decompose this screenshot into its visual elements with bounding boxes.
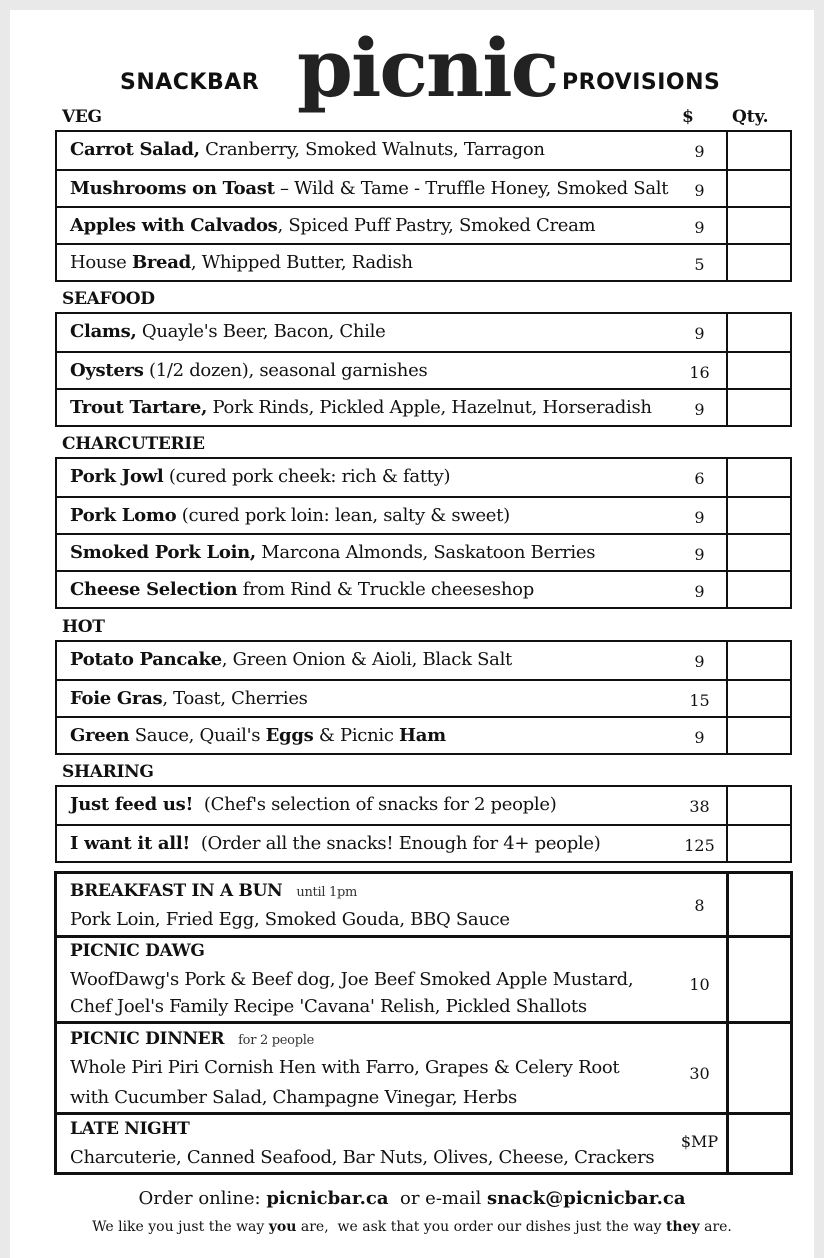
section-title-seafood: SEAFOOD — [62, 289, 155, 309]
item-description — [70, 542, 595, 563]
item-description — [70, 794, 556, 815]
email-link[interactable]: snack@picnicbar.ca — [486, 1188, 686, 1209]
special-description: Whole Piri Piri Cornish Hen with Farro, Grapes & Celery Root — [70, 1057, 620, 1078]
qty-cell[interactable] — [726, 130, 728, 171]
special-name: LATE NIGHT — [70, 1119, 190, 1139]
item-details: – Wild & Tame - Truffle Honey, Smoked Salt — [274, 178, 669, 199]
item-name-eggs: Eggs — [265, 725, 314, 746]
item-price: 9 — [694, 181, 705, 200]
special-row — [57, 1021, 790, 1112]
item-details: Sauce, Quail's — [129, 725, 266, 746]
menu-row — [57, 642, 790, 679]
item-description — [70, 505, 510, 526]
item-price: 9 — [694, 324, 705, 343]
special-price: 10 — [689, 975, 710, 994]
special-title — [70, 1029, 314, 1049]
tagline-text: are. — [699, 1219, 732, 1235]
item-price: 6 — [694, 469, 705, 488]
item-name: Potato Pancake — [70, 649, 222, 670]
menu-sheet — [10, 10, 814, 1258]
qty-cell[interactable] — [726, 388, 728, 427]
item-price: 38 — [689, 797, 710, 816]
header-snackbar: SNACKBAR — [120, 70, 260, 95]
item-details: from Rind & Truckle cheeseshop — [237, 579, 534, 600]
tagline-text: are, we ask that you order our dishes just the way — [296, 1219, 666, 1235]
menu-row — [57, 496, 790, 533]
item-price: 15 — [689, 691, 710, 710]
menu-row — [57, 314, 790, 351]
section-title-hot: HOT — [62, 617, 105, 637]
item-name: Mushrooms on Toast — [70, 178, 275, 199]
item-description — [70, 833, 600, 854]
item-details: , Whipped Butter, Radish — [190, 252, 413, 273]
qty-cell[interactable] — [726, 871, 729, 938]
menu-row — [57, 570, 790, 607]
menu-row — [57, 716, 790, 753]
special-title — [70, 941, 205, 961]
qty-cell[interactable] — [726, 824, 728, 863]
item-details: (Chef's selection of snacks for 2 people) — [193, 794, 557, 815]
item-details: Marcona Almonds, Saskatoon Berries — [255, 542, 596, 563]
special-row — [57, 874, 790, 935]
charcuterie-table — [55, 457, 792, 609]
qty-cell[interactable] — [726, 1112, 729, 1175]
qty-cell[interactable] — [726, 351, 728, 390]
qty-cell[interactable] — [726, 533, 728, 572]
item-description — [70, 579, 534, 600]
item-name: Pork Lomo — [70, 505, 177, 526]
item-name: Trout Tartare, — [70, 397, 208, 418]
special-name: PICNIC DINNER — [70, 1029, 225, 1049]
qty-cell[interactable] — [726, 206, 728, 245]
item-details: (1/2 dozen), seasonal garnishes — [143, 360, 428, 381]
item-description — [70, 360, 427, 381]
item-details: , Green Onion & Aioli, Black Salt — [221, 649, 512, 670]
section-title-veg: VEG — [62, 107, 102, 127]
item-name: Just feed us! — [70, 794, 194, 815]
item-name: Bread — [131, 252, 191, 273]
item-name: Cheese Selection — [70, 579, 238, 600]
qty-column-header: Qty. — [732, 107, 769, 127]
item-description — [70, 466, 450, 487]
qty-cell[interactable] — [726, 496, 728, 535]
qty-cell[interactable] — [726, 243, 728, 282]
menu-row — [57, 206, 790, 243]
qty-cell[interactable] — [726, 457, 728, 498]
item-description — [70, 725, 446, 746]
tagline-they: they — [665, 1219, 700, 1235]
special-title — [70, 1119, 189, 1139]
item-name: Apples with Calvados — [70, 215, 278, 236]
item-name: I want it all! — [70, 833, 190, 854]
item-name-ham: Ham — [399, 725, 446, 746]
special-name: BREAKFAST IN A BUN — [70, 881, 283, 901]
item-name: Smoked Pork Loin, — [70, 542, 256, 563]
website-link[interactable]: picnicbar.ca — [266, 1188, 389, 1209]
tagline — [10, 1219, 814, 1235]
item-price: 9 — [694, 652, 705, 671]
menu-row — [57, 388, 790, 425]
tagline-you: you — [268, 1219, 297, 1235]
section-title-sharing: SHARING — [62, 762, 154, 782]
item-price: 5 — [694, 255, 705, 274]
menu-row — [57, 169, 790, 206]
item-details: , Spiced Puff Pastry, Smoked Cream — [277, 215, 596, 236]
menu-row — [57, 243, 790, 280]
hot-table — [55, 640, 792, 755]
header-provisions: PROVISIONS — [562, 70, 721, 95]
qty-cell[interactable] — [726, 935, 729, 1024]
qty-cell[interactable] — [726, 570, 728, 609]
item-description — [70, 252, 413, 273]
item-prefix: House — [70, 252, 132, 273]
specials-table — [54, 871, 793, 1175]
special-description: with Cucumber Salad, Champagne Vinegar, Herbs — [70, 1087, 517, 1108]
sharing-table — [55, 785, 792, 863]
item-name: Green — [70, 725, 130, 746]
section-title-charcuterie: CHARCUTERIE — [62, 434, 205, 454]
item-description — [70, 397, 652, 418]
special-description: Chef Joel's Family Recipe 'Cavana' Relish, Pickled Shallots — [70, 996, 587, 1017]
special-title — [70, 881, 357, 901]
special-note: until 1pm — [296, 885, 358, 900]
item-details: (cured pork loin: lean, salty & sweet) — [176, 505, 510, 526]
menu-row — [57, 787, 790, 824]
item-details: Cranberry, Smoked Walnuts, Tarragon — [199, 139, 545, 160]
veg-table — [55, 130, 792, 282]
special-name: PICNIC DAWG — [70, 941, 205, 961]
qty-cell[interactable] — [726, 312, 728, 353]
special-price: 30 — [689, 1064, 710, 1083]
item-description — [70, 178, 668, 199]
item-price: 9 — [694, 218, 705, 237]
item-name: Oysters — [70, 360, 144, 381]
item-description — [70, 139, 545, 160]
item-name: Foie Gras — [70, 688, 163, 709]
price-column-header: $ — [682, 107, 694, 127]
special-row — [57, 935, 790, 1021]
email-prefix: or e-mail — [388, 1188, 487, 1209]
item-price: 16 — [689, 363, 710, 382]
item-details: & Picnic — [313, 725, 400, 746]
item-price: 9 — [694, 400, 705, 419]
item-price: 9 — [694, 508, 705, 527]
menu-row — [57, 824, 790, 861]
order-online-line — [10, 1188, 814, 1209]
item-details: , Toast, Cherries — [162, 688, 308, 709]
menu-row — [57, 533, 790, 570]
special-price: 8 — [694, 896, 705, 915]
item-name: Clams, — [70, 321, 137, 342]
qty-cell[interactable] — [726, 716, 728, 755]
qty-cell[interactable] — [726, 640, 728, 681]
menu-row — [57, 459, 790, 496]
item-details: Pork Rinds, Pickled Apple, Hazelnut, Horseradish — [207, 397, 652, 418]
menu-row — [57, 351, 790, 388]
item-name: Pork Jowl — [70, 466, 164, 487]
item-description — [70, 688, 308, 709]
item-description — [70, 321, 385, 342]
item-description — [70, 649, 512, 670]
menu-row — [57, 679, 790, 716]
order-prefix: Order online: — [138, 1188, 267, 1209]
item-details: (cured pork cheek: rich & fatty) — [163, 466, 451, 487]
menu-row — [57, 132, 790, 169]
item-description — [70, 215, 595, 236]
special-row — [57, 1112, 790, 1172]
qty-cell[interactable] — [726, 169, 728, 208]
item-price: 9 — [694, 545, 705, 564]
tagline-text: We like you just the way — [92, 1219, 269, 1235]
item-price: 9 — [694, 728, 705, 747]
item-details: (Order all the snacks! Enough for 4+ people) — [189, 833, 601, 854]
item-name: Carrot Salad, — [70, 139, 200, 160]
item-price: 9 — [694, 142, 705, 161]
special-description: Charcuterie, Canned Seafood, Bar Nuts, Olives, Cheese, Crackers — [70, 1147, 655, 1168]
qty-cell[interactable] — [726, 679, 728, 718]
item-details: Quayle's Beer, Bacon, Chile — [136, 321, 386, 342]
picnic-logo: picnic — [297, 21, 558, 115]
seafood-table — [55, 312, 792, 427]
qty-cell[interactable] — [726, 1021, 729, 1115]
item-price: 9 — [694, 582, 705, 601]
item-price: 125 — [684, 836, 715, 855]
qty-cell[interactable] — [726, 785, 728, 826]
special-description: Pork Loin, Fried Egg, Smoked Gouda, BBQ Sauce — [70, 909, 510, 930]
special-description: WoofDawg's Pork & Beef dog, Joe Beef Smoked Apple Mustard, — [70, 969, 634, 990]
special-price: $MP — [680, 1132, 719, 1151]
special-note: for 2 people — [238, 1033, 314, 1048]
